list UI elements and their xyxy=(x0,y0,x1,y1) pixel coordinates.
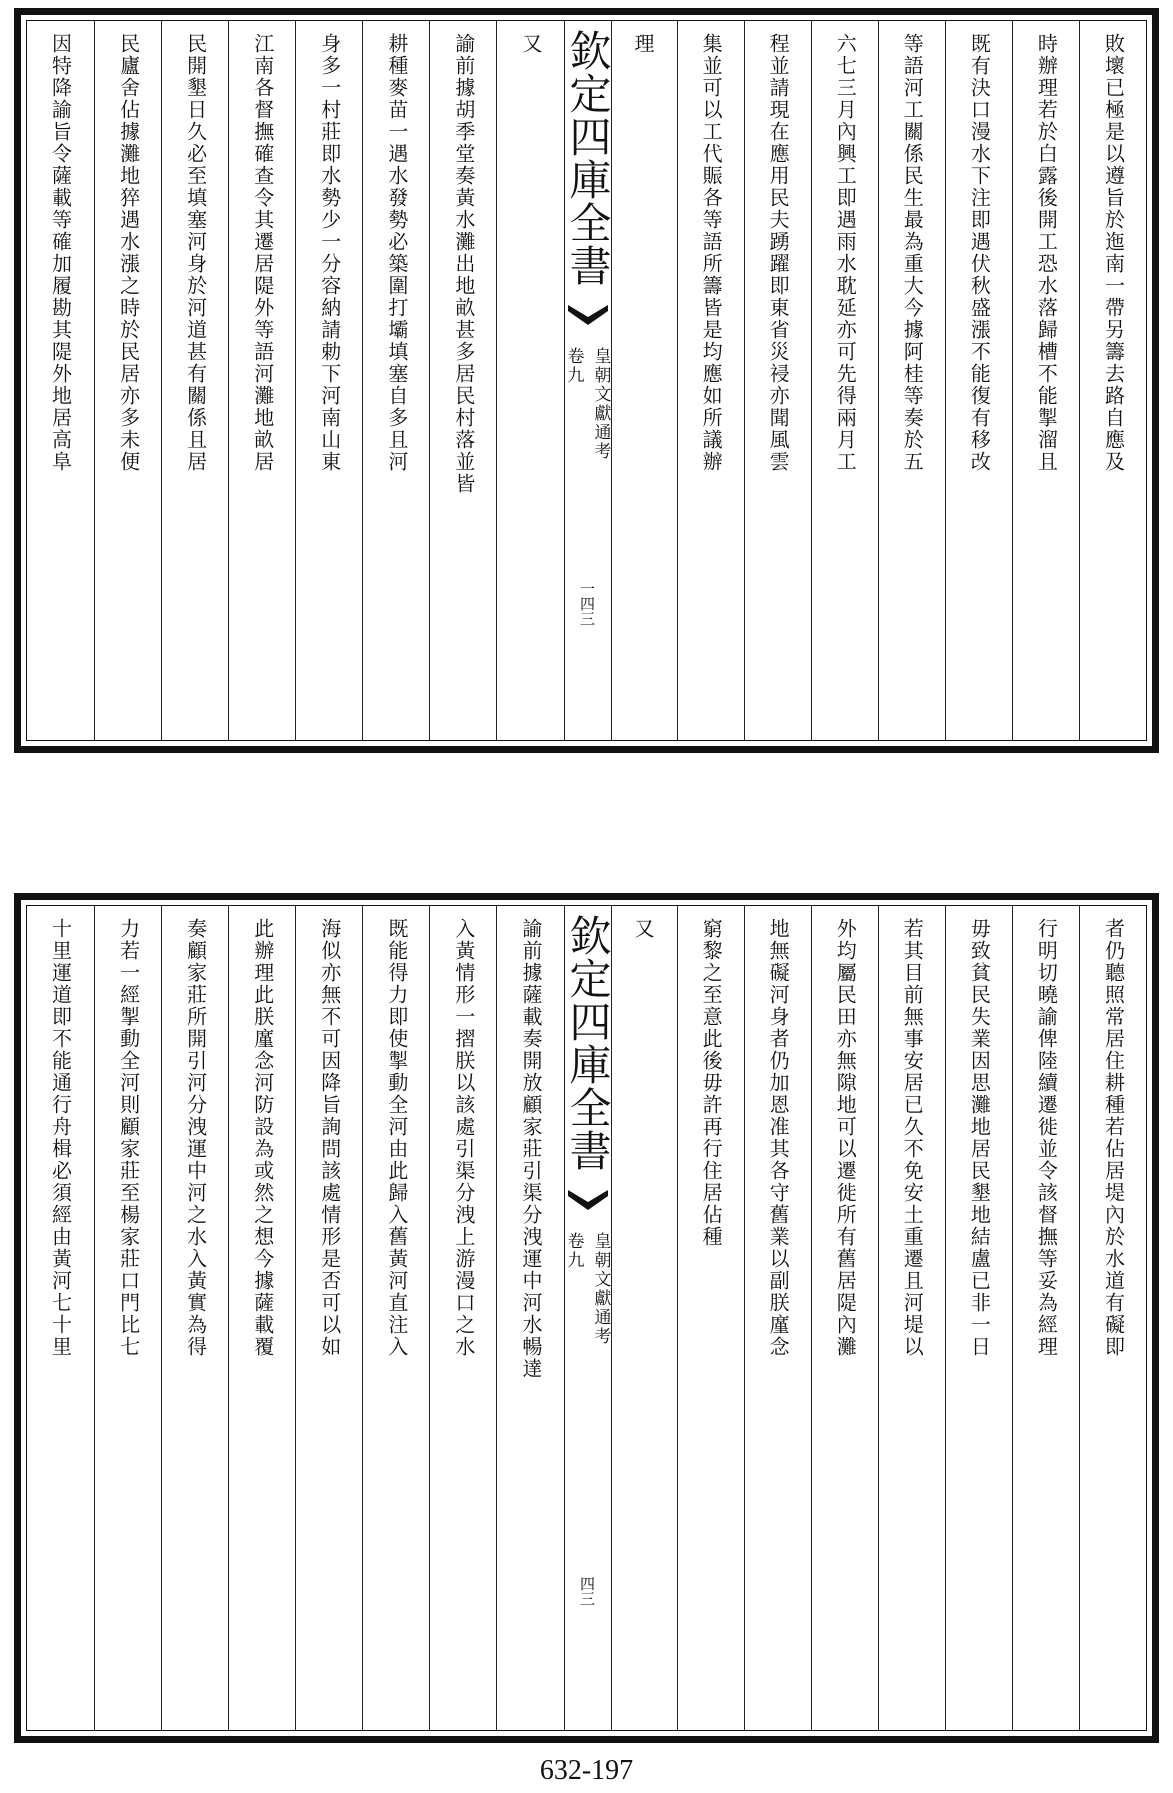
column-text: 地無礙河身者仍加恩准其各守舊業以副朕廑念 xyxy=(766,918,791,1358)
fishtail-mark-icon xyxy=(566,1186,610,1212)
column-text: 既能得力即使掣動全河由此歸入舊黃河直注入 xyxy=(384,918,409,1358)
text-column xyxy=(362,21,430,740)
text-column xyxy=(295,906,363,1730)
column-text: 諭前據薩載奏開放顧家莊引渠分洩運中河水暢達 xyxy=(518,918,543,1380)
column-text: 民廬舍佔據灘地猝遇水漲之時於民居亦多未便 xyxy=(116,33,141,473)
text-column xyxy=(945,906,1013,1730)
text-column xyxy=(161,906,229,1730)
text-column xyxy=(228,21,296,740)
volume-label-text: 皇朝文獻通考 xyxy=(590,1232,611,1346)
center-fold-strip xyxy=(564,21,612,740)
column-text: 江南各督撫確查令其遷居隄外等語河灘地畝居 xyxy=(250,33,275,473)
page-frame xyxy=(14,8,1159,753)
volume-label-text: 皇朝文獻通考 xyxy=(590,347,611,461)
page-marker: 一四三 xyxy=(578,581,596,626)
column-text: 民開墾日久必至填塞河身於河道甚有關係且居 xyxy=(183,33,208,473)
column-text: 程並請現在應用民夫踴躍即東省災祲亦聞風雲 xyxy=(766,33,791,473)
upper-page xyxy=(0,8,1173,753)
column-text: 海似亦無不可因降旨詢問該處情形是否可以如 xyxy=(317,918,342,1358)
column-text: 又 xyxy=(631,918,656,940)
column-text: 諭前據胡季堂奏黃水灘出地畝甚多居民村落並皆 xyxy=(451,33,476,495)
lower-page xyxy=(0,893,1173,1743)
text-column xyxy=(744,21,812,740)
text-column xyxy=(744,906,812,1730)
column-text: 若其目前無事安居已久不免安土重遷且河堤以 xyxy=(900,918,925,1358)
column-text: 此辦理此朕廑念河防設為或然之想今據薩載覆 xyxy=(250,918,275,1358)
text-column xyxy=(429,906,497,1730)
column-text: 因特降諭旨令薩載等確加履勘其隄外地居高阜 xyxy=(48,33,73,473)
column-text: 奏顧家莊所開引河分洩運中河之水入黃實為得 xyxy=(183,918,208,1358)
column-text: 耕種麥苗一遇水發勢必築圍打壩填塞自多且河 xyxy=(384,33,409,473)
text-column xyxy=(878,906,946,1730)
column-text: 毋致貧民失業因思灘地居民墾地結盧已非一日 xyxy=(967,918,992,1358)
text-column xyxy=(94,21,162,740)
column-text: 既有決口漫水下注即遇伏秋盛漲不能復有移改 xyxy=(967,33,992,473)
volume-label xyxy=(562,1232,614,1346)
text-column xyxy=(1012,21,1080,740)
text-column xyxy=(496,21,564,740)
center-fold-strip xyxy=(564,906,612,1730)
text-column xyxy=(27,906,94,1730)
text-column xyxy=(1079,906,1147,1730)
column-text: 者仍聽照常居住耕種若佔居堤內於水道有礙即 xyxy=(1101,918,1126,1358)
volume-label-text: 卷九 xyxy=(563,347,584,385)
text-column xyxy=(677,21,745,740)
text-column xyxy=(811,906,879,1730)
column-text: 窮黎之至意此後毋許再行住居佔種 xyxy=(699,918,724,1248)
book-title: 欽定四庫全書 xyxy=(563,914,613,1172)
text-column xyxy=(1079,21,1147,740)
volume-label xyxy=(562,347,614,461)
column-text: 又 xyxy=(518,33,543,55)
column-text: 等語河工關係民生最為重大今據阿桂等奏於五 xyxy=(900,33,925,473)
column-text: 外均屬民田亦無隙地可以遷徙所有舊居隄內灘 xyxy=(833,918,858,1358)
column-text: 敗壞已極是以遵旨於迤南一帶另籌去路自應及 xyxy=(1101,33,1126,473)
text-column xyxy=(677,906,745,1730)
column-text: 行明切曉諭俾陸續遷徙並令該督撫等妥為經理 xyxy=(1034,918,1059,1358)
column-text: 入黃情形一摺朕以該處引渠分洩上游漫口之水 xyxy=(451,918,476,1358)
column-text: 六七三月內興工即遇雨水耽延亦可先得兩月工 xyxy=(833,33,858,473)
text-column xyxy=(945,21,1013,740)
column-text: 身多一村莊即水勢少一分容納請勅下河南山東 xyxy=(317,33,342,473)
text-column xyxy=(878,21,946,740)
text-column xyxy=(295,21,363,740)
text-column xyxy=(1012,906,1080,1730)
text-column xyxy=(429,21,497,740)
column-text: 時辦理若於白露後開工恐水落歸槽不能掣溜且 xyxy=(1034,33,1059,473)
volume-label-text: 卷九 xyxy=(563,1232,584,1270)
text-column xyxy=(228,906,296,1730)
text-column xyxy=(27,21,94,740)
column-text: 十里運道即不能通行舟楫必須經由黃河七十里 xyxy=(48,918,73,1358)
text-column xyxy=(610,21,677,740)
fishtail-mark-icon xyxy=(566,301,610,327)
column-text: 理 xyxy=(631,33,656,55)
text-column xyxy=(161,21,229,740)
column-text: 集並可以工代賑各等語所籌皆是均應如所議辦 xyxy=(699,33,724,473)
text-column xyxy=(94,906,162,1730)
text-column xyxy=(496,906,564,1730)
page-frame xyxy=(14,893,1159,1743)
column-text: 力若一經掣動全河則顧家莊至楊家莊口門比七 xyxy=(116,918,141,1358)
text-column xyxy=(362,906,430,1730)
book-title: 欽定四庫全書 xyxy=(563,29,613,287)
page-caption: 632-197 xyxy=(539,1755,634,1786)
text-column xyxy=(610,906,677,1730)
page-marker: 四三 xyxy=(578,1576,596,1606)
text-column xyxy=(811,21,879,740)
